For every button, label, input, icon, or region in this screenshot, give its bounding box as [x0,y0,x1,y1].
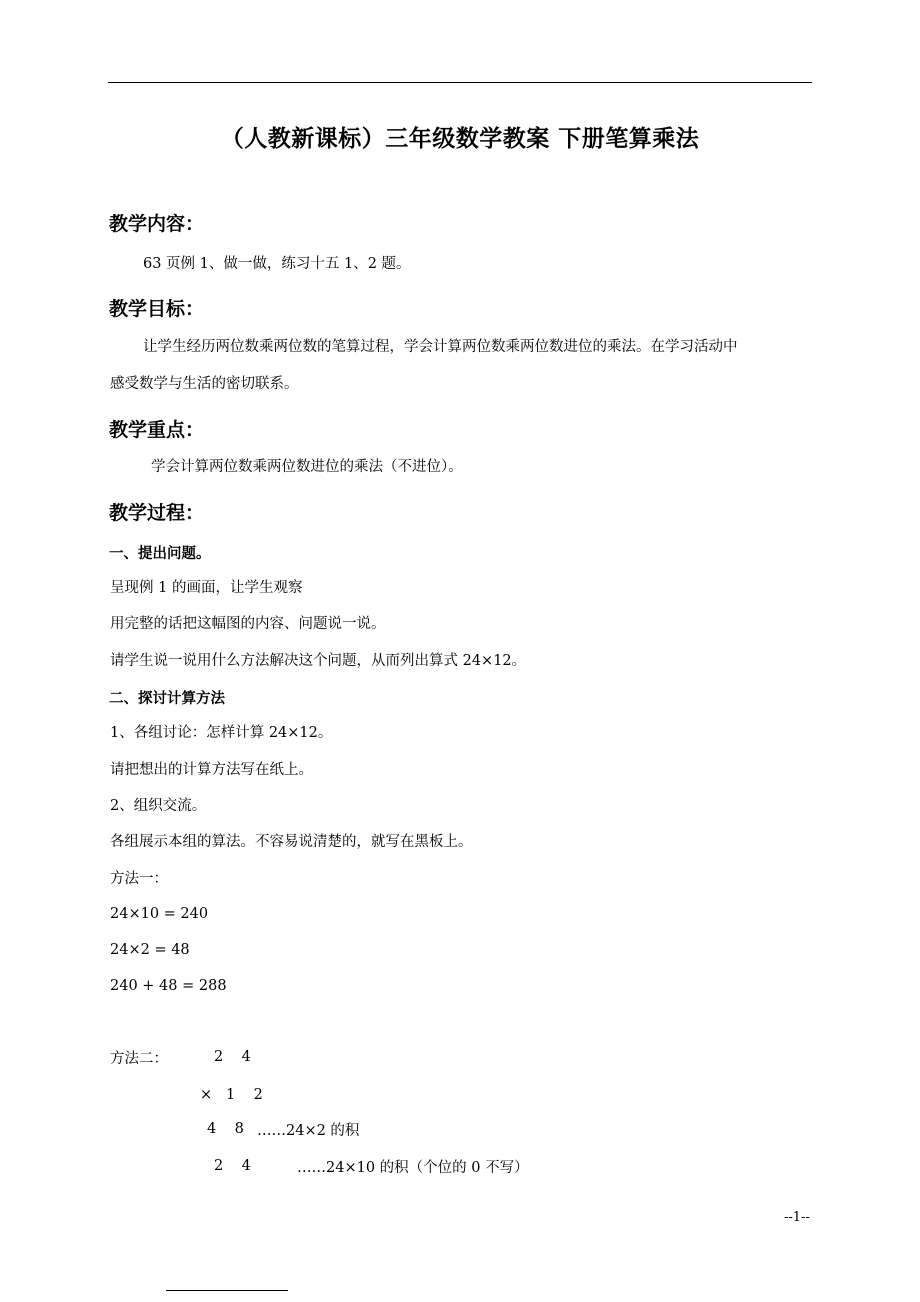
goals-line-2: 感受数学与生活的密切联系。 [110,376,299,392]
header-rule [108,82,812,83]
part1-title: 一、提出问题。 [109,546,211,562]
part2-line-3: 2、组织交流。 [110,798,207,814]
method2-row-partial-1: 4 8 [207,1121,244,1137]
heading-goals: 教学目标： [109,298,205,320]
page-number: --1-- [784,1210,810,1225]
document-title: （人教新课标）三年级数学教案 下册笔算乘法 [220,126,700,152]
method1-step-2: 24×2 = 48 [110,942,190,958]
method2-note-2: ……24×10 的积（个位的 0 不写） [297,1160,529,1176]
key-text: 学会计算两位数乘两位数进位的乘法（不进位）。 [151,459,463,475]
method2-row-multiplicand: 2 4 [214,1049,251,1065]
method2-note-1: ……24×2 的积 [257,1123,360,1139]
part2-title: 二、探讨计算方法 [109,691,225,707]
method2-label: 方法二： [110,1051,168,1067]
method2-row-multiplier: × 1 2 [200,1087,263,1103]
method2-row-partial-2: 2 4 [214,1158,251,1174]
method1-step-3: 240 + 48 = 288 [110,978,227,994]
goals-line-1: 让学生经历两位数乘两位数的笔算过程，学会计算两位数乘两位数进位的乘法。在学习活动中 [143,339,738,355]
part2-line-4: 各组展示本组的算法。不容易说清楚的，就写在黑板上。 [110,834,473,850]
part2-line-2: 请把想出的计算方法写在纸上。 [110,762,313,778]
heading-process: 教学过程： [109,502,205,524]
content-text: 63 页例 1、做一做，练习十五 1、2 题。 [143,256,411,272]
part2-line-1: 1、各组讨论：怎样计算 24×12。 [110,725,333,741]
heading-content: 教学内容： [109,213,205,235]
method1-label: 方法一： [110,871,168,887]
method1-step-1: 24×10 = 240 [110,906,209,922]
part1-line-3: 请学生说一说用什么方法解决这个问题，从而列出算式 24×12。 [110,653,527,669]
part1-line-1: 呈现例 1 的画面，让学生观察 [110,580,303,596]
footnote-rule [166,1290,288,1291]
part1-line-2: 用完整的话把这幅图的内容、问题说一说。 [110,616,386,632]
heading-key: 教学重点： [109,419,205,441]
